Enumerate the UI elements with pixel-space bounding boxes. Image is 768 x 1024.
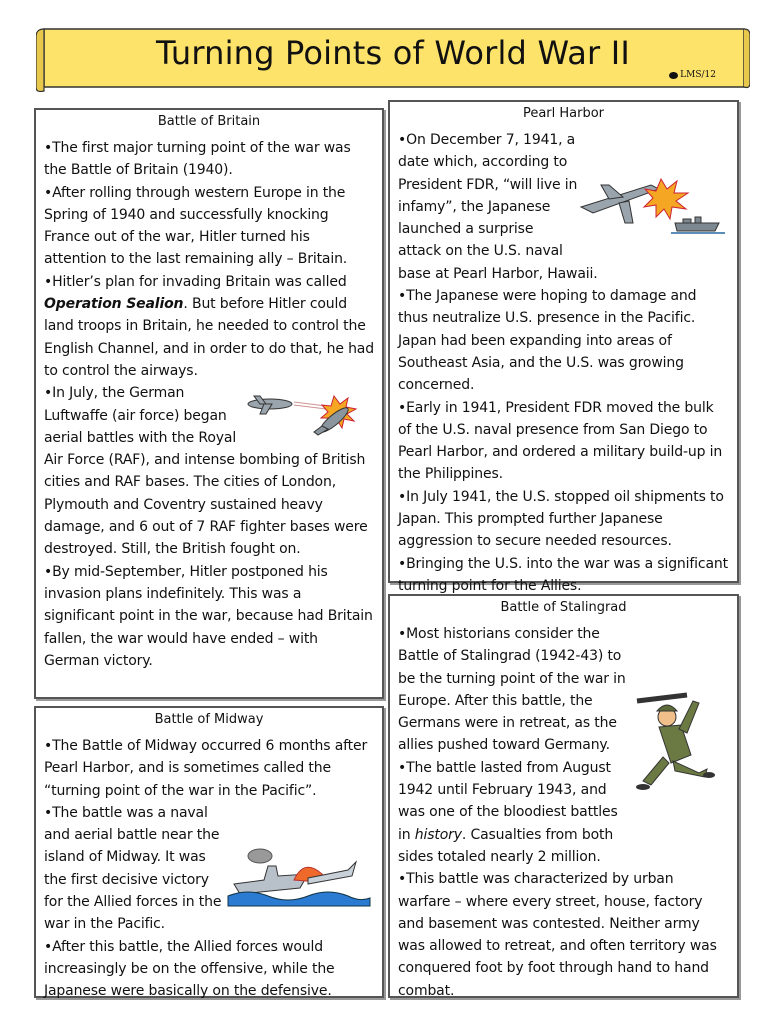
heading-battle-of-britain: Battle of Britain	[157, 114, 261, 129]
midway-paragraph-1: •The Battle of Midway occurred 6 months after Pearl Harbor, and is sometimes called the “turning point of the war in the Pacific”.	[44, 738, 368, 799]
soldier-clipart-icon	[629, 683, 729, 833]
naval-battle-clipart-icon	[224, 840, 374, 910]
pearl-paragraph-4: •In July 1941, the U.S. stopped oil shipments to Japan. This prompted further Japanese aggression to secure needed resources.	[398, 488, 724, 550]
credit-text: LMS/12	[680, 70, 716, 80]
stalingrad-paragraph-3: •This battle was characterized by urban warfare – where every street, house, factory and basement was contested. Neither army was allowed to retreat, and often territory was conquered foot by foot through hand to hand combat.	[398, 871, 717, 999]
article-pearl-harbor	[388, 100, 739, 594]
heading-battle-of-stalingrad: Battle of Stalingrad	[500, 600, 627, 615]
title-banner	[36, 26, 750, 92]
article-battle-of-midway	[34, 706, 384, 998]
pearl-paragraph-2: •The Japanese were hoping to damage and thus neutralize U.S. presence in the Pacific. Japan had been expanding into areas of Southeast Asia, and the U.S. was growing concerned.	[398, 288, 697, 394]
pearl-paragraph-1: •On December 7, 1941, a date which, according to President FDR, “will live in infamy”, the Japanese launched a surprise attack on the U.S. naval base at Pearl Harbor, Hawaii.	[398, 129, 729, 285]
midway-paragraph-2: •The battle was a naval and aerial battle near the island of Midway. It was the first decisive victory for the Allied forces in the war in the Pacific.	[44, 802, 374, 936]
heading-pearl-harbor: Pearl Harbor	[522, 106, 605, 121]
pearl-harbor-clipart-icon	[579, 169, 729, 241]
stalingrad-paragraph-2: •The battle lasted from August 1942 until February 1943, and was one of the bloodiest battles in history. Casualties from both sides totaled nearly 2 million.	[398, 759, 618, 865]
article-battle-of-stalingrad	[388, 594, 739, 998]
midway-paragraph-3: •After this battle, the Allied forces would increasingly be on the offensive, while the Japanese were basically on the defensive.	[44, 938, 335, 1000]
credit-icon	[669, 72, 678, 79]
britain-paragraph-3: •Hitler’s plan for invading Britain was called Operation Sealion. But before Hitler could land troops in Britain, he needed to control the English Channel, and in order to do that, he had to control the airways.	[44, 273, 374, 379]
pearl-paragraph-3: •Early in 1941, President FDR moved the bulk of the U.S. naval presence from San Diego to Pearl Harbor, and ordered a military build-up in the Philippines.	[398, 399, 723, 483]
britain-paragraph-2: •After rolling through western Europe in the Spring of 1940 and successfully knocking France out of the war, Hitler turned his attention to the last remaining ally – Britain.	[44, 184, 348, 268]
britain-paragraph-1: •The first major turning point of the war was the Battle of Britain (1940).	[44, 140, 351, 179]
history-emphasis: history	[414, 826, 462, 843]
heading-battle-of-midway: Battle of Midway	[154, 712, 264, 727]
pearl-paragraph-5: •Bringing the U.S. into the war was a significant turning point for the Allies.	[398, 555, 728, 594]
page-title: Turning Points of World War II	[155, 34, 631, 72]
credit-label	[669, 70, 716, 80]
article-battle-of-britain	[34, 108, 384, 699]
stalingrad-paragraph-1: •Most historians consider the Battle of Stalingrad (1942-43) to be the turning point of the war in Europe. After this battle, the Germans were in retreat, as the allies pushed toward Germany.	[398, 623, 729, 757]
britain-paragraph-4: •In July, the German Luftwaffe (air force) began aerial battles with the Royal Air Force (RAF), and intense bombing of British cities and RAF bases. The cities of London, Plymouth and Coventry sustained heavy damage, and 6 out of 7 RAF fighter bases were destroyed. Still, the British fought on.	[44, 382, 374, 560]
britain-paragraph-5: •By mid-September, Hitler postponed his invasion plans indefinitely. This was a significant point in the war, because had Britain fallen, the war would have ended – with German victory.	[44, 563, 373, 669]
operation-sealion-text: Operation Sealion	[44, 296, 184, 313]
warplane-clipart-icon	[242, 382, 374, 440]
